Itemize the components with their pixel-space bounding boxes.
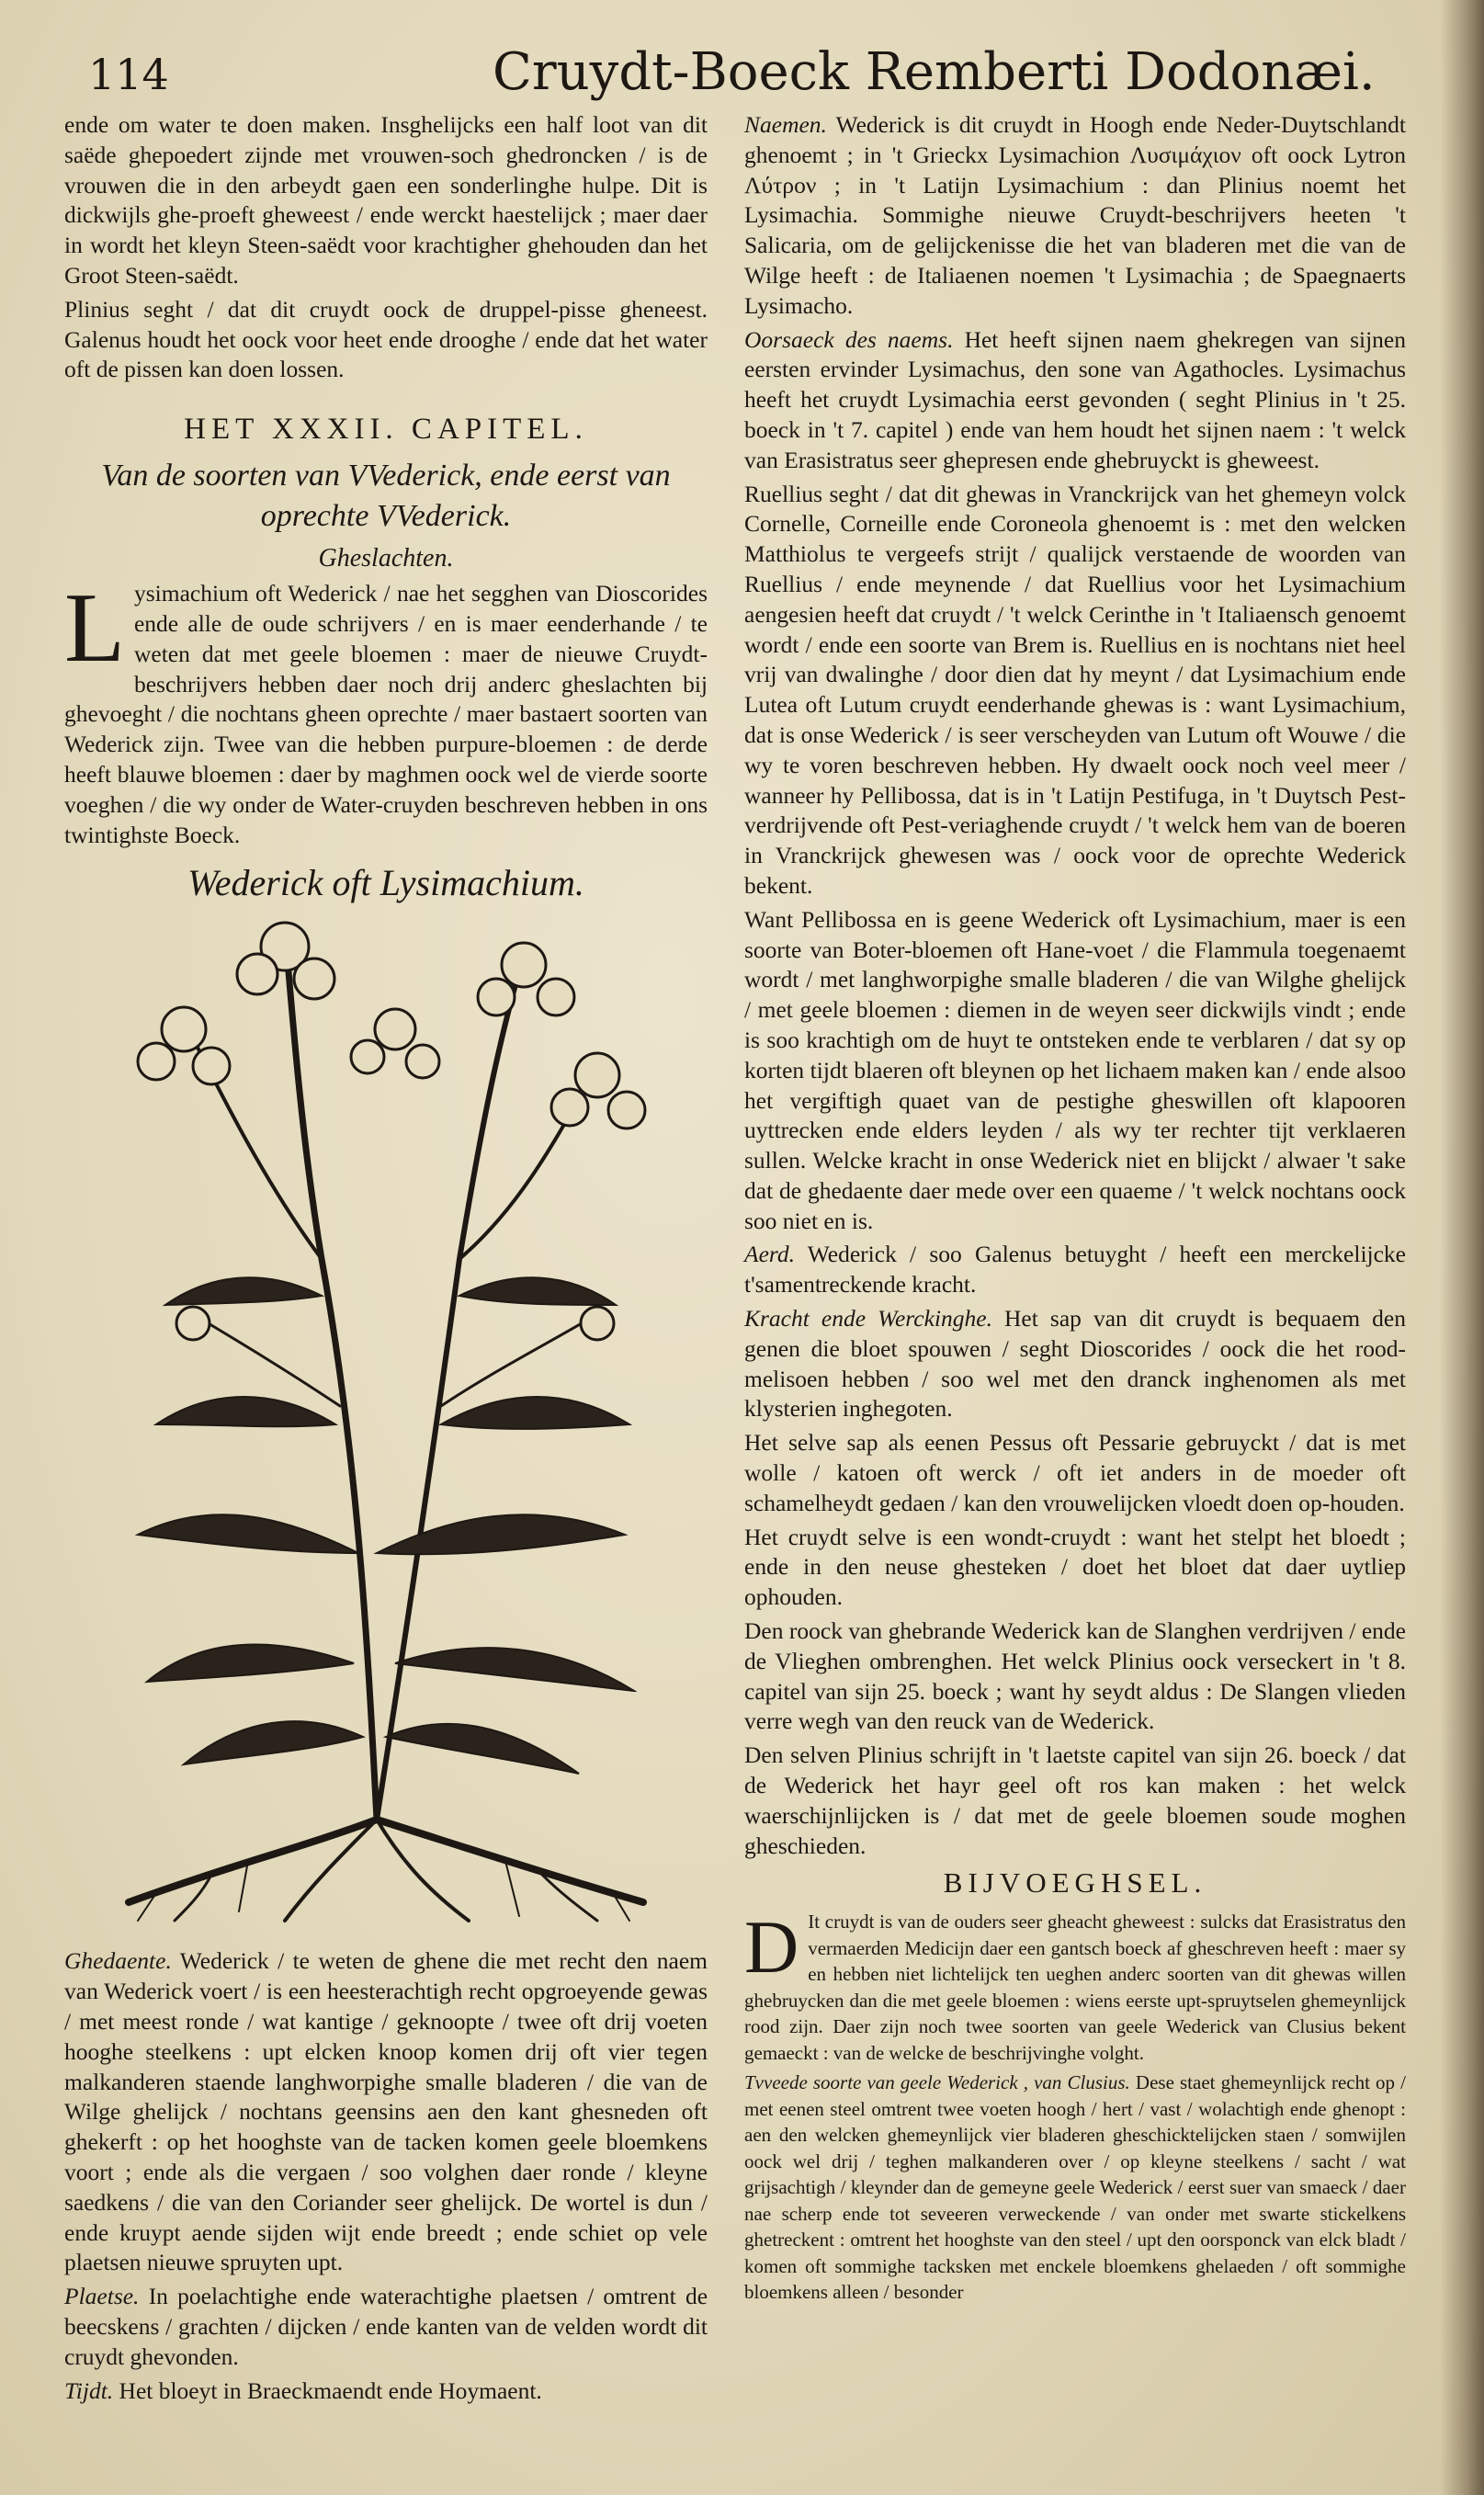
ghedaente-paragraph bbox=[64, 1946, 708, 2278]
figure-caption: Wederick oft Lysimachium. bbox=[187, 862, 584, 904]
chapter-subtitle: Van de soorten van VVederick, ende eerst van oprechte VVederick. bbox=[101, 459, 671, 534]
bijvoeghsel-heading: BIJVOEGHSEL. bbox=[943, 1866, 1207, 1900]
drop-cap: D bbox=[744, 1905, 799, 1990]
page-header bbox=[88, 42, 1411, 108]
gheslachten-text: ysimachium oft Wederick / nae het segghen van Dioscorides ende alle de oude schrijvers / en is maer eenderhande / te weten dat met geele bloemen : maer de nieuwe Cruydt-beschrijvers hebben daer noch drij anderc gheslachten bij ghevoeght / die nochtans gheen oprechte / maer bastaert soorten van Wederick zijn. Twee van die hebben purpure-bloemen : de derde heeft blauwe bloemen : daer by maghmen oock wel de vierde soorte voeghen / die wy onder de Water-cruyden beschreven hebben in ons twintighste Boeck. bbox=[64, 580, 708, 848]
book-gutter-shadow bbox=[1440, 0, 1484, 2495]
naemen-text: Wederick is dit cruydt in Hoogh ende Neder-Duytschlandt ghenoemt ; in 't Grieckx Lysimachion Λυσιμάχιον oft oock Lytron Λύτρον ; in 't Latijn Lysimachium : dan Plinius noemt het Lysimachia. Sommighe nieuwe Cruydt-beschrijvers heeten 't Salicaria, om de gelijckenisse die het van bladeren met die van de Wilge heeft : de Italiaenen noemen 't Lysimachia ; de Spaegnaerts Lysimacho. bbox=[744, 111, 1406, 319]
tijdt-lead: Tijdt. bbox=[64, 2376, 114, 2404]
kracht-lead: Kracht ende Werckinghe. bbox=[744, 1305, 992, 1333]
ghedaente-text: Wederick / te weten de ghene die met recht den naem van Wederick voert / is een heesterachtigh recht opgroeyende gewas / met meest ronde / wat kantige / geknoopte / twee oft drij voeten hooghe steelkens : upt elcken knoop komen drij oft vier tegen malkanderen staende langhworpighe smalle bladeren / die van de Wilge ghelijck / nochtans geensins aen den kant ghesneden oft ghekerft : op het hooghste van de tacken komen geele bloemkens voort ; ende als die vergaen / soo volghen daer ronde / kleyne saedkens / die van den Coriander seer ghelijck. De wortel is dun / ende kruypt aende sijden wijt ende breedt ; ende schiet op vele plaetsen nieuwe spruyten upt. bbox=[64, 1947, 708, 2276]
tweede-paragraph bbox=[744, 2070, 1406, 2306]
paragraph: Het selve sap als eenen Pessus oft Pessarie gebruyckt / dat is met wolle / katoen oft werck / oft iet anders in de moeder oft schamelheydt gedaen / kan den vrouwelijcken vloedt doen op-houden. bbox=[744, 1429, 1406, 1516]
plaetse-paragraph bbox=[64, 2282, 708, 2372]
plaetse-text: In poelachtighe ende waterachtighe plaetsen / omtrent de beecskens / grachten / dijcken / ende kanten van de velden wordt dit cruydt ghevonden. bbox=[64, 2283, 708, 2370]
paragraph: Ruellius seght / dat dit ghewas in Vranckrijck van het ghemeyn volck Cornelle, Corneille ende Coroneola ghenoemt is : met den welcken Matthiolus te vergeefs strijt / qualijck verstaende de woorden van Ruellius / ende meynende / dat Ruellius voor het Lysimachium aengesien heeft dat cruydt / 't welck Cerinthe in 't Italiaensch genoemt wordt / ende een soorte van Brem is. Ruellius en is nochtans niet heel vrij van dwalinghe / door dien dat hy meynt / dat Lysimachium ende Lutea oft Lutum cruydt eenderhande ghewas is : want Lysimachium, dat is onse Wederick / is seer verscheyden van Lutum oft Wouwe / die wy te voren beschreven hebben. Hy dwaelt oock noch veel meer / wanneer hy Pellibossa, dat is in 't Latijn Pestifuga, in 't Duytsch Pest-verdrijvende oft Pest-veriaghende cruydt / 't welck hem van de boeren in Vranckrijck ghewesen was / oock voor de oprechte Wederick bekent. bbox=[744, 480, 1406, 899]
right-column bbox=[744, 110, 1406, 2481]
aerd-paragraph bbox=[744, 1240, 1406, 1300]
left-column bbox=[64, 110, 708, 2481]
section-heading: Gheslachten. bbox=[318, 544, 454, 573]
kracht-text: Het sap van dit cruydt is bequaem den genen die bloet spouwen / seght Dioscorides / oock die het rood-melisoen hebben / soo wel met den dranck inghenomen als met klysterien inghegoten. bbox=[744, 1305, 1406, 1423]
drop-cap: L bbox=[64, 573, 125, 684]
tijdt-text: Het bloeyt in Braeckmaendt ende Hoymaent. bbox=[119, 2376, 542, 2404]
naemen-lead: Naemen. bbox=[744, 111, 827, 138]
oorsaeck-lead: Oorsaeck des naems. bbox=[744, 325, 954, 353]
aerd-text: Wederick / soo Galenus betuyght / heeft een merckelijcke t'samentreckende kracht. bbox=[744, 1241, 1406, 1299]
paragraph: Het cruydt selve is een wondt-cruydt : want het stelpt het bloedt ; ende in den neuse ghesteken / doet het bloet dat daer uytliep ophouden. bbox=[744, 1523, 1406, 1611]
running-title: Cruydt-Boeck Remberti Dodonæi. bbox=[493, 42, 1376, 102]
kracht-paragraph bbox=[744, 1304, 1406, 1424]
gheslachten-paragraph bbox=[64, 573, 708, 850]
paragraph: Den roock van ghebrande Wederick kan de Slanghen verdrijven / ende de Vlieghen ombrenghen. Het welck Plinius oock verseckert in 't 8. capitel van sijn 25. boeck ; want hy seydt aldus : De Slangen vlieden verre wegh van den reuck van de Wederick. bbox=[744, 1617, 1406, 1735]
paragraph: ende om water te doen maken. Insghelijcks een half loot van dit saëde ghepoedert zijnde met vrouwen-soch ghedroncken / is de vrouwen die in den arbeydt gaen een sonderlinghe hulpe. Dit is dickwijls ghe-proeft gheweest / ende werckt haestelijck ; maer daer in wordt het kleyn Steen-saëdt voor krachtigher ghehouden dan het Groot Steen-saëdt. bbox=[64, 111, 708, 289]
chapter-title: HET XXXII. CAPITEL. bbox=[184, 413, 588, 447]
oorsaeck-text: Het heeft sijnen naem ghekregen van sijnen eersten ervinder Lysimachus, den sone van Agathocles. Lysimachus heeft het cruydt Lysimachia eerst gevonden ( seght Plinius in 't 25. boeck in 't 7. capitel ) ende van hem houdt het sijnen naem : 't welck van Erasistratus seer ghepresen ende ghebruyckt is gheweest. bbox=[744, 325, 1407, 473]
tweede-lead: Tvveede soorte van geele Wederick , van Clusius. bbox=[744, 2071, 1130, 2094]
tweede-text: Dese staet ghemeynlijck recht op / met eenen steel omtrent twee voeten hoogh / hert / vast / wolachtigh ende ghenopt : aen den welcken ghemeynlijck vier bladeren gheschicktelijcken staen / somwijlen oock wel drij / teghen malkanderen over / op kleyne steelkens / sacht / wat grijsachtigh / kleynder dan de gemeyne geele Wederick / eerst suer van smaeck / daer nae scherp ende tot seveeren verweckende / van onder met swarte stickelkens ghetreckent : omtrent het hooghste van den steel / upt den oorsponck van elck bladt / komen oft sommighe tacksken met enckele bloemkens ghelaeden / oft sommighe bloemkens alleen / besonder bbox=[744, 2071, 1406, 2304]
woodcut-illustration-lysimachium bbox=[101, 910, 671, 1930]
aerd-lead: Aerd. bbox=[744, 1241, 795, 1268]
bijvoeghsel-paragraph bbox=[744, 1905, 1406, 2066]
plaetse-lead: Plaetse. bbox=[64, 2283, 140, 2310]
naemen-paragraph bbox=[744, 110, 1406, 322]
paragraph: Plinius seght / dat dit cruydt oock de druppel-pisse gheneest. Galenus houdt het oock voor heet ende drooghe / ende dat het water oft de pissen kan doen lossen. bbox=[64, 295, 708, 383]
tijdt-paragraph bbox=[64, 2376, 708, 2407]
oorsaeck-paragraph bbox=[744, 325, 1406, 476]
page-number: 114 bbox=[88, 50, 169, 99]
paragraph: Want Pellibossa en is geene Wederick oft Lysimachium, maer is een soorte van Boter-bloemen oft Hane-voet / die Flammula toegenaemt wordt / met langhworpighe smalle bladeren / die van Wilghe ghelijck / met geele bloemen : diemen in de weyen seer dickwijls vindt ; ende is soo krachtigh om de huyt te ontsteken ende te verblaren / dat sy op korten tijdt blaeren oft bleynen op het lichaem maken kan / ende alsoo het vergiftigh quaet van de pestighe gheswillen oft klapooren uyttrecken ende elders leyden / als wy ter rechter tijt verklaeren sullen. Welcke kracht in onse Wederick niet en blijckt / alwaer 't sake dat de ghedaente daer mede over een quaeme / 't welck nochtans oock soo niet en is. bbox=[744, 905, 1406, 1234]
ghedaente-lead: Ghedaente. bbox=[64, 1947, 172, 1975]
bijvoeghsel-text: It cruydt is van de ouders seer gheacht gheweest : sulcks dat Erasistratus den vermaerden Medicijn daer een gantsch boeck af gheschreven heeft : maer sy en hebben niet lichtelijck ten ueghen anderc soorten van dit ghewas willen ghebruycken dan die met geele bloemen : wiens eerste upt-spruytselen ghemeynlijck rood zijn. Daer zijn noch twee soorten van geele Wederick van Clusius bekent gemaeckt : van de welcke de beschrijvinghe volght. bbox=[744, 1911, 1406, 2064]
paragraph: Den selven Plinius schrijft in 't laetste capitel van sijn 26. boeck / dat de Wederick het hayr geel oft ros kan maken : het welck waerschijnlijcken is / dat met de geele bloemen soude moghen gheschieden. bbox=[744, 1741, 1406, 1859]
